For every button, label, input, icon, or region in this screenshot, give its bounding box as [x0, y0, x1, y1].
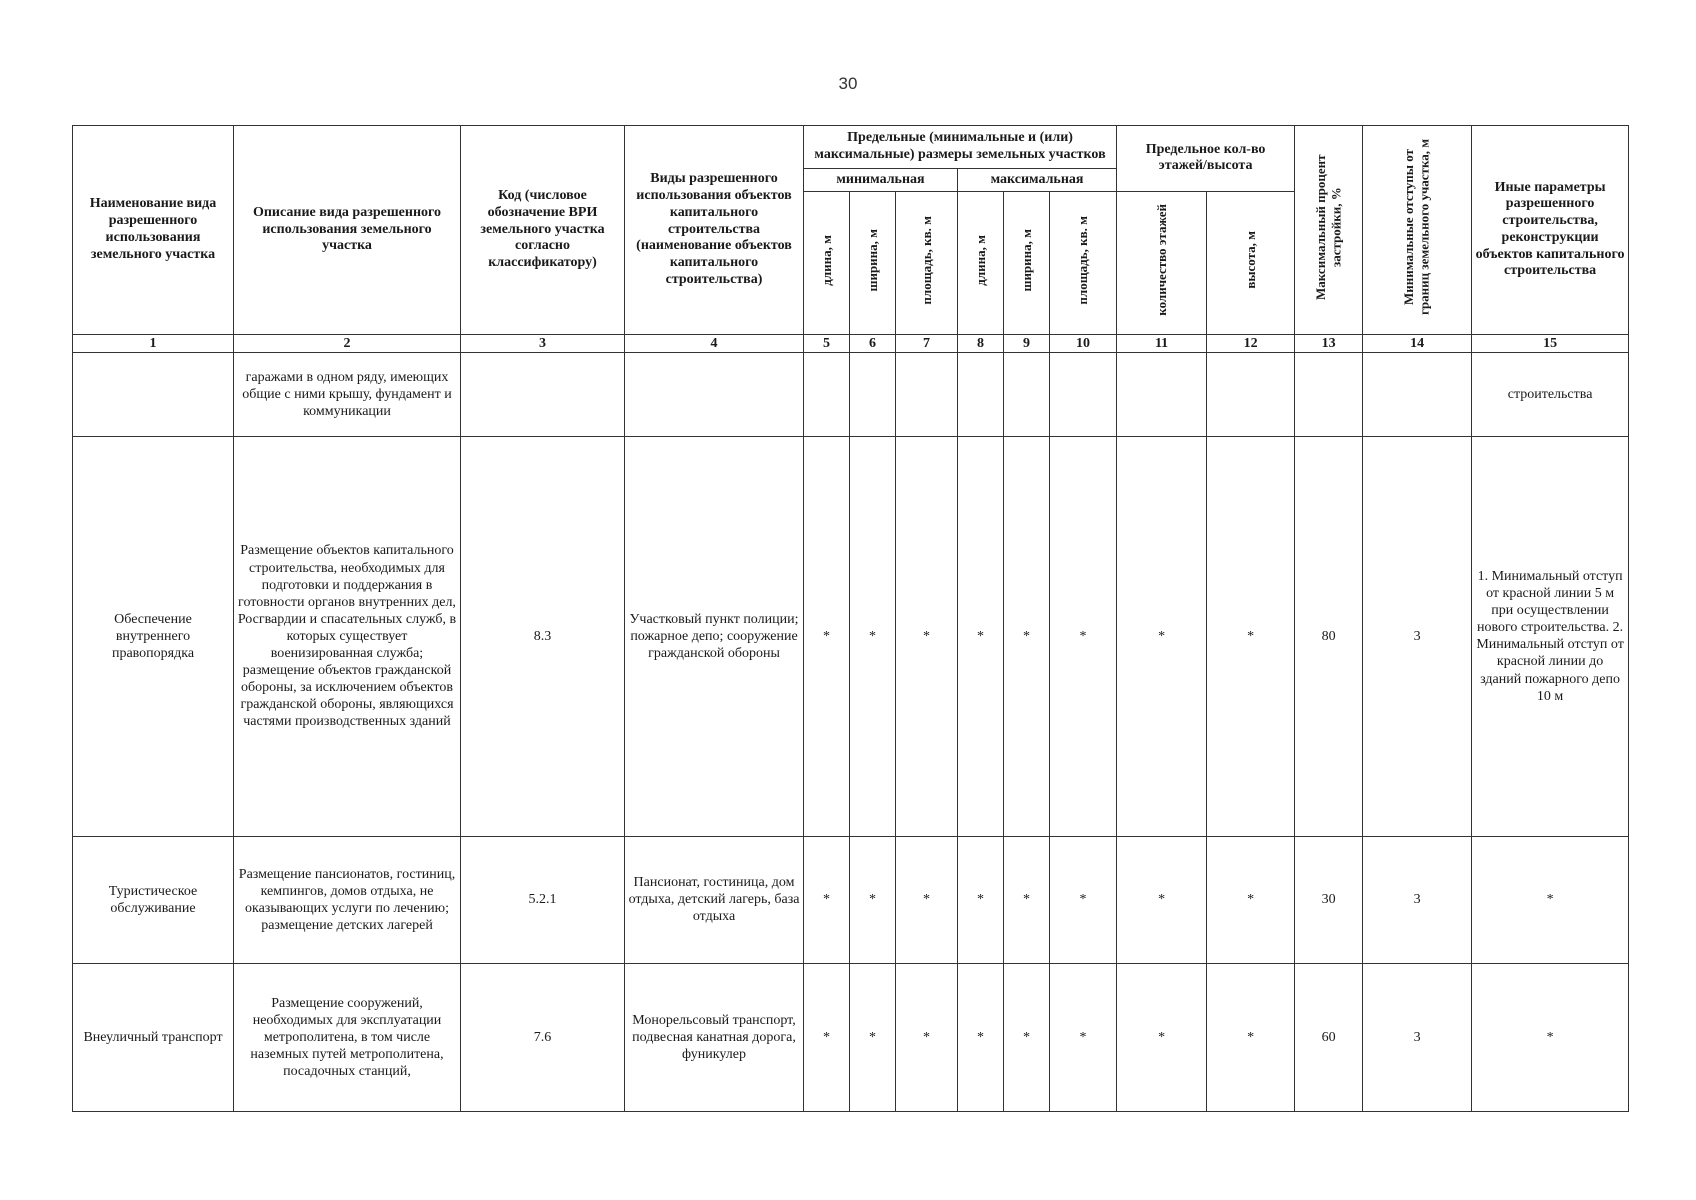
header-min-width: ширина, м — [850, 191, 896, 334]
cell-other: 1. Минимальный отступ от красной линии 5 м при осуществлении нового строительства. 2. Минимальный отступ от красной линии до зданий пожарного депо 10 м — [1472, 436, 1629, 836]
cell-max-area: * — [1050, 963, 1117, 1111]
column-number: 14 — [1363, 334, 1472, 352]
cell-objects: Участковый пункт полиции; пожарное депо; сооружение гражданской обороны — [625, 436, 804, 836]
table-row — [73, 436, 1629, 836]
header-object-types: Виды разрешенного использования объектов капитального строительства (наименование объектов капитального строительства) — [625, 126, 804, 335]
cell-name: Туристическое обслуживание — [73, 836, 234, 963]
cell-max-width — [1004, 352, 1050, 436]
page-number: 30 — [838, 74, 858, 93]
cell-objects: Монорельсовый транспорт, подвесная канатная дорога, фуникулер — [625, 963, 804, 1111]
column-number: 1 — [73, 334, 234, 352]
header-code: Код (числовое обозначение ВРИ земельного участка согласно классификатору) — [461, 126, 625, 335]
cell-description: Размещение сооружений, необходимых для эксплуатации метрополитена, в том числе наземных путей метрополитена, посадочных станций, — [234, 963, 461, 1111]
column-number: 2 — [234, 334, 461, 352]
cell-description: Размещение пансионатов, гостиниц, кемпингов, домов отдыха, не оказывающих услуги по лечению; размещение детских лагерей — [234, 836, 461, 963]
column-number-row — [73, 334, 1629, 352]
cell-percent: 80 — [1295, 436, 1363, 836]
header-min-area: площадь, кв. м — [896, 191, 958, 334]
cell-max-area: * — [1050, 436, 1117, 836]
cell-max-area: * — [1050, 836, 1117, 963]
header-min-setback: Минимальные отступы от границ земельного участка, м — [1363, 126, 1472, 335]
cell-objects: Пансионат, гостиница, дом отдыха, детский лагерь, база отдыха — [625, 836, 804, 963]
cell-code: 5.2.1 — [461, 836, 625, 963]
column-number: 13 — [1295, 334, 1363, 352]
cell-min-length: * — [804, 836, 850, 963]
cell-code: 7.6 — [461, 963, 625, 1111]
column-number: 4 — [625, 334, 804, 352]
cell-min-width: * — [850, 836, 896, 963]
cell-max-length: * — [958, 963, 1004, 1111]
cell-max-width: * — [1004, 436, 1050, 836]
cell-other: строительства — [1472, 352, 1629, 436]
column-number: 9 — [1004, 334, 1050, 352]
cell-objects — [625, 352, 804, 436]
cell-floors: * — [1117, 436, 1207, 836]
header-other-params: Иные параметры разрешенного строительства, реконструкции объектов капитального строительства — [1472, 126, 1629, 335]
header-height: высота, м — [1207, 191, 1295, 334]
cell-height: * — [1207, 436, 1295, 836]
cell-setback — [1363, 352, 1472, 436]
cell-min-width — [850, 352, 896, 436]
cell-min-area: * — [896, 836, 958, 963]
cell-max-area — [1050, 352, 1117, 436]
cell-code — [461, 352, 625, 436]
cell-max-length: * — [958, 836, 1004, 963]
table-row — [73, 352, 1629, 436]
cell-percent — [1295, 352, 1363, 436]
column-number: 10 — [1050, 334, 1117, 352]
cell-floors: * — [1117, 836, 1207, 963]
header-max-percent: Максимальный процент застройки, % — [1295, 126, 1363, 335]
cell-min-length: * — [804, 436, 850, 836]
cell-percent: 30 — [1295, 836, 1363, 963]
cell-min-area: * — [896, 436, 958, 836]
header-max-group: максимальная — [958, 168, 1117, 191]
column-number: 8 — [958, 334, 1004, 352]
column-number: 11 — [1117, 334, 1207, 352]
column-number: 5 — [804, 334, 850, 352]
cell-floors — [1117, 352, 1207, 436]
cell-other: * — [1472, 836, 1629, 963]
cell-percent: 60 — [1295, 963, 1363, 1111]
cell-height: * — [1207, 836, 1295, 963]
table-row — [73, 836, 1629, 963]
header-min-length: длина, м — [804, 191, 850, 334]
cell-name: Внеуличный транспорт — [73, 963, 234, 1111]
cell-min-width: * — [850, 963, 896, 1111]
cell-max-length: * — [958, 436, 1004, 836]
cell-setback: 3 — [1363, 836, 1472, 963]
header-max-length: длина, м — [958, 191, 1004, 334]
land-use-table — [72, 125, 1629, 1112]
cell-max-width: * — [1004, 836, 1050, 963]
header-plot-sizes: Предельные (минимальные и (или) максимальные) размеры земельных участков — [804, 126, 1117, 169]
cell-floors: * — [1117, 963, 1207, 1111]
cell-min-width: * — [850, 436, 896, 836]
header-land-use-name: Наименование вида разрешенного использования земельного участка — [73, 126, 234, 335]
table-row — [73, 963, 1629, 1111]
cell-min-length: * — [804, 963, 850, 1111]
cell-description: Размещение объектов капитального строительства, необходимых для подготовки и поддержания в готовности органов внутренних дел, Росгвардии и спасательных служб, в которых существует военизированная служба; размещение объектов гражданской обороны, за исключением объектов гражданской обороны, являющихся частями производственных зданий — [234, 436, 461, 836]
header-description: Описание вида разрешенного использования земельного участка — [234, 126, 461, 335]
header-floors-height: Предельное кол-во этажей/высота — [1117, 126, 1295, 192]
column-number: 6 — [850, 334, 896, 352]
cell-setback: 3 — [1363, 436, 1472, 836]
cell-description: гаражами в одном ряду, имеющих общие с ними крышу, фундамент и коммуникации — [234, 352, 461, 436]
cell-min-area — [896, 352, 958, 436]
column-number: 7 — [896, 334, 958, 352]
header-floors-count: количество этажей — [1117, 191, 1207, 334]
cell-min-length — [804, 352, 850, 436]
cell-other: * — [1472, 963, 1629, 1111]
column-number: 12 — [1207, 334, 1295, 352]
cell-code: 8.3 — [461, 436, 625, 836]
header-max-width: ширина, м — [1004, 191, 1050, 334]
cell-max-length — [958, 352, 1004, 436]
column-number: 15 — [1472, 334, 1629, 352]
cell-min-area: * — [896, 963, 958, 1111]
cell-setback: 3 — [1363, 963, 1472, 1111]
cell-name: Обеспечение внутреннего правопорядка — [73, 436, 234, 836]
header-min-group: минимальная — [804, 168, 958, 191]
cell-name — [73, 352, 234, 436]
cell-max-width: * — [1004, 963, 1050, 1111]
header-max-area: площадь, кв. м — [1050, 191, 1117, 334]
cell-height — [1207, 352, 1295, 436]
cell-height: * — [1207, 963, 1295, 1111]
column-number: 3 — [461, 334, 625, 352]
